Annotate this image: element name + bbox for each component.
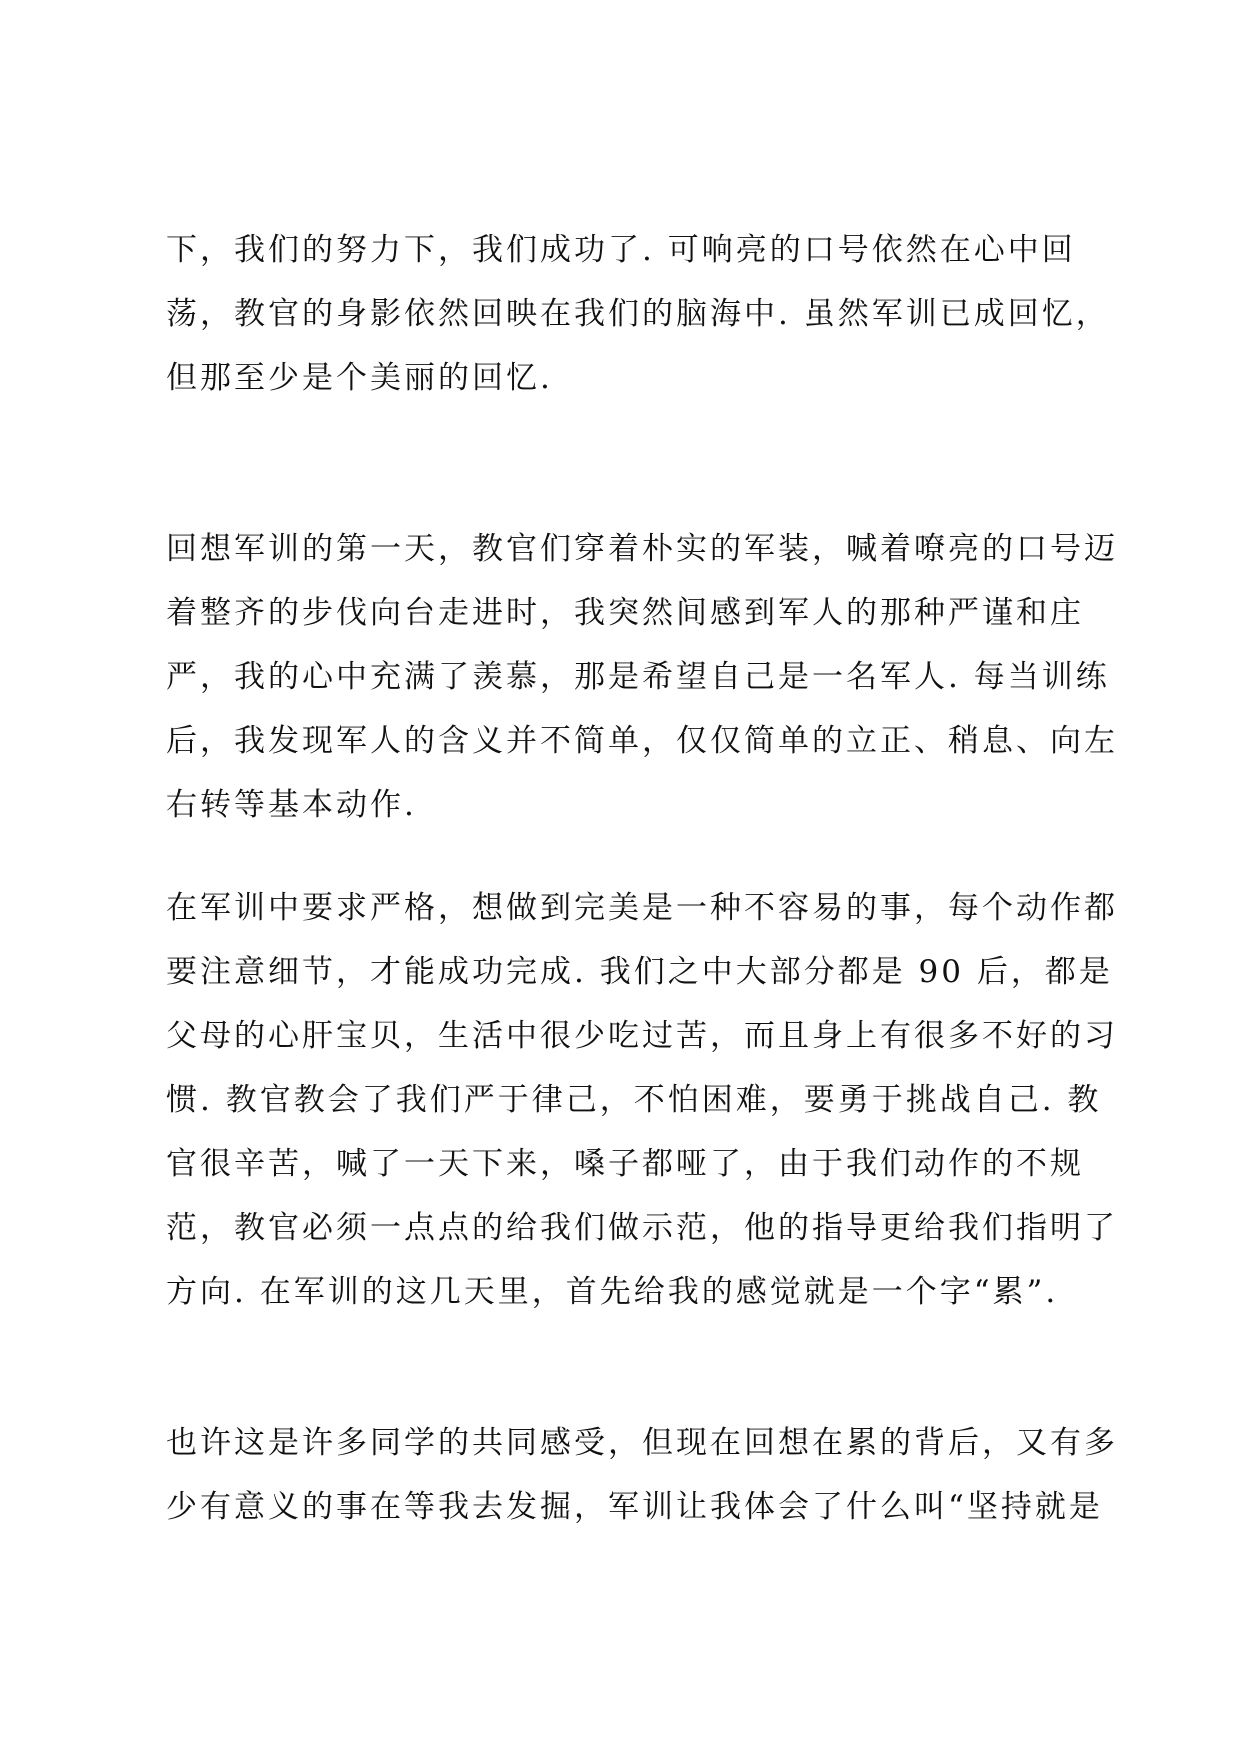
text-line: 在军训中要求严格，想做到完美是一种不容易的事，每个动作都: [166, 890, 1118, 926]
text-line: 后，我发现军人的含义并不简单，仅仅简单的立正、稍息、向左: [166, 723, 1118, 759]
text-line: 少有意义的事在等我去发掘，军训让我体会了什么叫“坚持就是: [166, 1489, 1103, 1525]
text-line: 荡，教官的身影依然回映在我们的脑海中. 虽然军训已成回忆，: [166, 296, 1110, 332]
text-line: 要注意细节，才能成功完成. 我们之中大部分都是 90 后，都是: [166, 954, 1113, 990]
paragraph: [166, 1411, 1118, 1539]
text-line: 着整齐的步伐向台走进时，我突然间感到军人的那种严谨和庄: [166, 595, 1084, 631]
text-line: 下，我们的努力下，我们成功了. 可响亮的口号依然在心中回: [166, 232, 1076, 268]
text-line: 严，我的心中充满了羡慕，那是希望自己是一名军人. 每当训练: [166, 659, 1110, 695]
text-line: 右转等基本动作.: [166, 787, 417, 823]
text-line: 惯. 教官教会了我们严于律己，不怕困难，要勇于挑战自己. 教: [166, 1082, 1102, 1118]
paragraph: [166, 517, 1118, 837]
text-line: 方向. 在军训的这几天里，首先给我的感觉就是一个字“累”.: [166, 1274, 1059, 1310]
text-line: 官很辛苦，喊了一天下来，嗓子都哑了，由于我们动作的不规: [166, 1146, 1084, 1182]
text-line: 父母的心肝宝贝，生活中很少吃过苦，而且身上有很多不好的习: [166, 1018, 1118, 1054]
paragraph: [166, 876, 1118, 1324]
text-line: 回想军训的第一天，教官们穿着朴实的军装，喊着嘹亮的口号迈: [166, 531, 1118, 567]
text-line: 但那至少是个美丽的回忆.: [166, 360, 553, 396]
text-line: 范，教官必须一点点的给我们做示范，他的指导更给我们指明了: [166, 1210, 1118, 1246]
paragraph: [166, 218, 1110, 410]
text-line: 也许这是许多同学的共同感受，但现在回想在累的背后，又有多: [166, 1425, 1118, 1461]
